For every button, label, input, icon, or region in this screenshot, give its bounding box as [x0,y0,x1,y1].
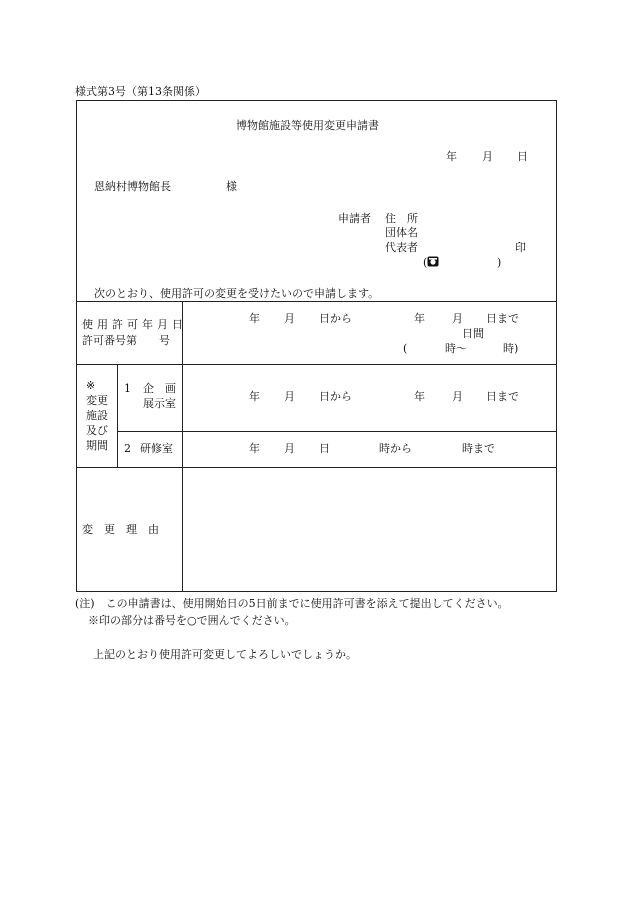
period-year-to: 年 [414,312,425,325]
facility1-month-from: 月 [284,390,295,403]
change-reason-area [186,472,552,586]
intro-text: 次のとおり、使用許可の変更を受けたいので申請します。 [94,287,380,300]
applicant-label: 申請者 [338,212,371,225]
table-col-change [117,364,118,468]
facility1-name-line2: 展示室 [143,397,176,410]
change-label-3: 及び [86,424,108,437]
hours-from: 時～ [445,342,467,355]
seal-mark: 印 [515,241,526,254]
change-reason-label: 変 更 理 由 [82,523,159,536]
document-title: 博物館施設等使用変更申請書 [236,119,379,132]
permit-date-label: 使用許可年月日 [82,318,187,331]
facility1-number: 1 [124,382,131,395]
facility2-day: 日 [319,442,330,455]
table-line-reason [76,467,557,468]
period-month-to: 月 [452,312,463,325]
facility2-number: 2 [124,442,131,455]
facility2-name: 研修室 [140,442,173,455]
facility1-month-to: 月 [452,390,463,403]
table-line-row2 [76,364,557,365]
facility1-day-from: 日から [319,390,352,403]
closing-remark: 上記のとおり使用許可変更してよろしいでしょうか。 [93,648,357,661]
facility2-month: 月 [284,442,295,455]
hours-open-paren: ( [403,342,408,355]
change-label-2: 施設 [86,409,108,422]
applicant-representative-label: 代表者 [385,241,418,254]
period-month-from: 月 [284,312,295,325]
date-day: 日 [517,150,528,163]
facility1-name-line1: 企 画 [143,382,176,395]
period-day-from: 日から [319,312,352,325]
period-year-from: 年 [249,312,260,325]
change-label-1: 変更 [86,394,108,407]
applicant-address-label: 住 所 [385,212,418,225]
note-circle-instruction: ※印の部分は番号を○で囲んでください。 [88,614,296,627]
phone-icon [427,256,439,267]
form-label: 様式第3号（第13条関係） [75,85,206,98]
border-right [556,100,557,592]
facility2-year: 年 [249,442,260,455]
phone-open-paren: ( [423,256,428,269]
permit-number-label: 許可番号第 号 [82,334,170,347]
change-label-4: 期間 [86,439,108,452]
phone-close-paren: ) [497,256,502,269]
border-left [76,100,77,592]
addressee-honorific: 様 [226,180,237,193]
border-bottom [76,591,557,592]
period-day-to: 日まで [486,312,519,325]
date-month: 月 [482,150,493,163]
applicant-group-label: 団体名 [385,226,418,239]
period-days: 日間 [462,327,484,340]
facility1-day-to: 日まで [486,390,519,403]
facility1-year-from: 年 [249,390,260,403]
note-deadline: (注) この申請書は、使用開始日の5日前までに使用許可書を添えて提出してください。 [75,597,509,610]
addressee-name: 恩納村博物館長 [94,180,171,193]
table-col-divider [182,301,183,592]
change-mark: ※ [86,379,96,392]
facility1-year-to: 年 [414,390,425,403]
table-line-facility-split [117,431,557,432]
border-top [76,100,557,101]
table-line-top [76,301,557,302]
hours-to: 時) [503,342,519,355]
facility2-time-to: 時まで [462,442,495,455]
date-year: 年 [446,150,457,163]
facility2-time-from: 時から [379,442,412,455]
